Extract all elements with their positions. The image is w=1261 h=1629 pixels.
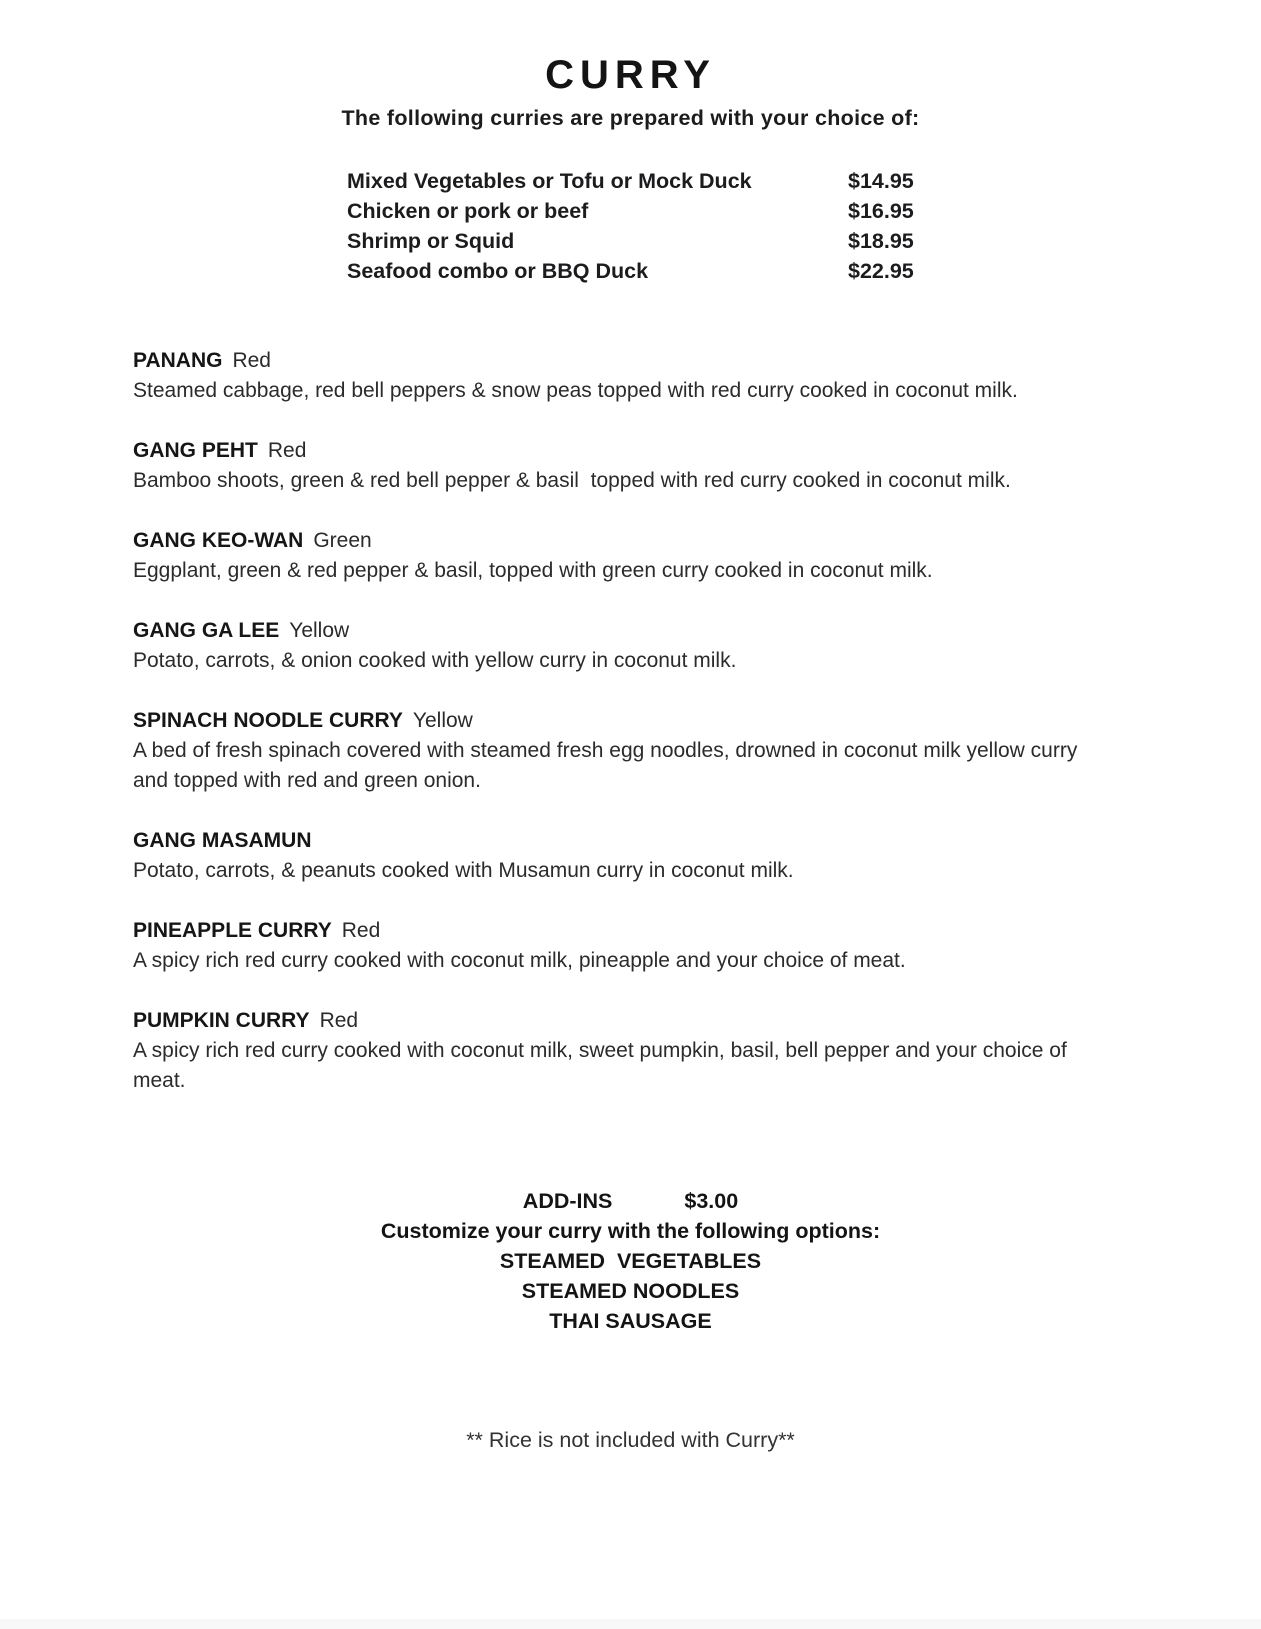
menu-item-description: Eggplant, green & red pepper & basil, topped with green curry cooked in coconut milk.: [133, 559, 933, 582]
menu-item-name: PUMPKIN CURRY: [133, 1009, 310, 1032]
menu-item-description: Steamed cabbage, red bell peppers & snow peas topped with red curry cooked in coconut milk.: [133, 379, 1018, 402]
menu-item-gang-peht: [133, 436, 1088, 496]
menu-item-gang-ga-lee: [133, 616, 1088, 676]
menu-item-heading: [133, 916, 1088, 946]
menu-item-heading: [133, 436, 1088, 466]
menu-item-heading: [133, 526, 1088, 556]
add-ins-subtitle: Customize your curry with the following options:: [380, 1219, 881, 1243]
choice-row: [347, 166, 947, 196]
menu-item-description: Potato, carrots, & peanuts cooked with Musamun curry in coconut milk.: [133, 859, 794, 882]
choice-row: [347, 226, 947, 256]
add-ins-title: ADD-INS: [522, 1189, 613, 1213]
add-ins-option: STEAMED VEGETABLES: [499, 1249, 762, 1273]
menu-item-gang-keo-wan: [133, 526, 1088, 586]
menu-item-name: PANANG: [133, 349, 223, 372]
menu-item-variant: Yellow: [289, 619, 350, 642]
menu-item-heading: [133, 826, 1088, 856]
menu-item-variant: Red: [232, 349, 271, 372]
rice-footnote: ** Rice is not included with Curry**: [466, 1428, 795, 1452]
choice-price: $22.95: [848, 259, 914, 283]
menu-item-name: GANG KEO-WAN: [133, 529, 304, 552]
menu-item-gang-masamun: [133, 826, 1088, 886]
page-title: CURRY: [545, 53, 716, 97]
page-subtitle: The following curries are prepared with your choice of:: [341, 106, 920, 130]
page-bottom-edge: [0, 1619, 1261, 1629]
choice-price: $14.95: [848, 169, 914, 193]
choice-price: $16.95: [848, 199, 914, 223]
add-ins-option: THAI SAUSAGE: [549, 1309, 712, 1333]
add-ins-option: STEAMED NOODLES: [521, 1279, 740, 1303]
menu-item-variant: Green: [313, 529, 372, 552]
choice-label: Chicken or pork or beef: [347, 199, 589, 223]
menu-item-heading: [133, 346, 1088, 376]
menu-item-name: GANG GA LEE: [133, 619, 280, 642]
menu-item-variant: Red: [319, 1009, 359, 1032]
menu-item-name: SPINACH NOODLE CURRY: [133, 709, 403, 732]
menu-item-spinach-noodle-curry: [133, 706, 1088, 796]
menu-item-variant: Red: [341, 919, 381, 942]
menu-item-description: A bed of fresh spinach covered with steamed fresh egg noodles, drowned in coconut milk yellow curry and topped with red and green onion.: [133, 739, 1084, 792]
menu-item-variant: Yellow: [412, 709, 473, 732]
choice-label: Shrimp or Squid: [347, 229, 515, 253]
choice-price: $18.95: [848, 229, 914, 253]
menu-item-pumpkin-curry: [133, 1006, 1088, 1096]
menu-item-heading: [133, 706, 1088, 736]
menu-item-heading: [133, 616, 1088, 646]
menu-item-description: Potato, carrots, & onion cooked with yellow curry in coconut milk.: [133, 649, 737, 672]
menu-item-pineapple-curry: [133, 916, 1088, 976]
choice-row: [347, 256, 947, 286]
menu-item-name: GANG MASAMUN: [133, 829, 312, 852]
menu-item-description: A spicy rich red curry cooked with coconut milk, pineapple and your choice of meat.: [133, 949, 906, 972]
menu-item-description: Bamboo shoots, green & red bell pepper & basil topped with red curry cooked in coconut milk.: [133, 469, 1011, 492]
choice-label: Mixed Vegetables or Tofu or Mock Duck: [347, 169, 752, 193]
menu-item-list: [133, 346, 1088, 1096]
menu-item-panang: [133, 346, 1088, 406]
choice-label: Seafood combo or BBQ Duck: [347, 259, 649, 283]
menu-item-name: GANG PEHT: [133, 439, 258, 462]
protein-choice-list: [347, 166, 947, 286]
menu-item-description: A spicy rich red curry cooked with coconut milk, sweet pumpkin, basil, bell pepper and your choice of meat.: [133, 1039, 1073, 1092]
add-ins-price: $3.00: [684, 1189, 739, 1213]
menu-item-name: PINEAPPLE CURRY: [133, 919, 332, 942]
menu-item-variant: Red: [267, 439, 307, 462]
menu-item-heading: [133, 1006, 1088, 1036]
add-ins-section: [0, 1186, 1261, 1336]
add-ins-heading: [0, 1186, 1261, 1216]
choice-row: [347, 196, 947, 226]
